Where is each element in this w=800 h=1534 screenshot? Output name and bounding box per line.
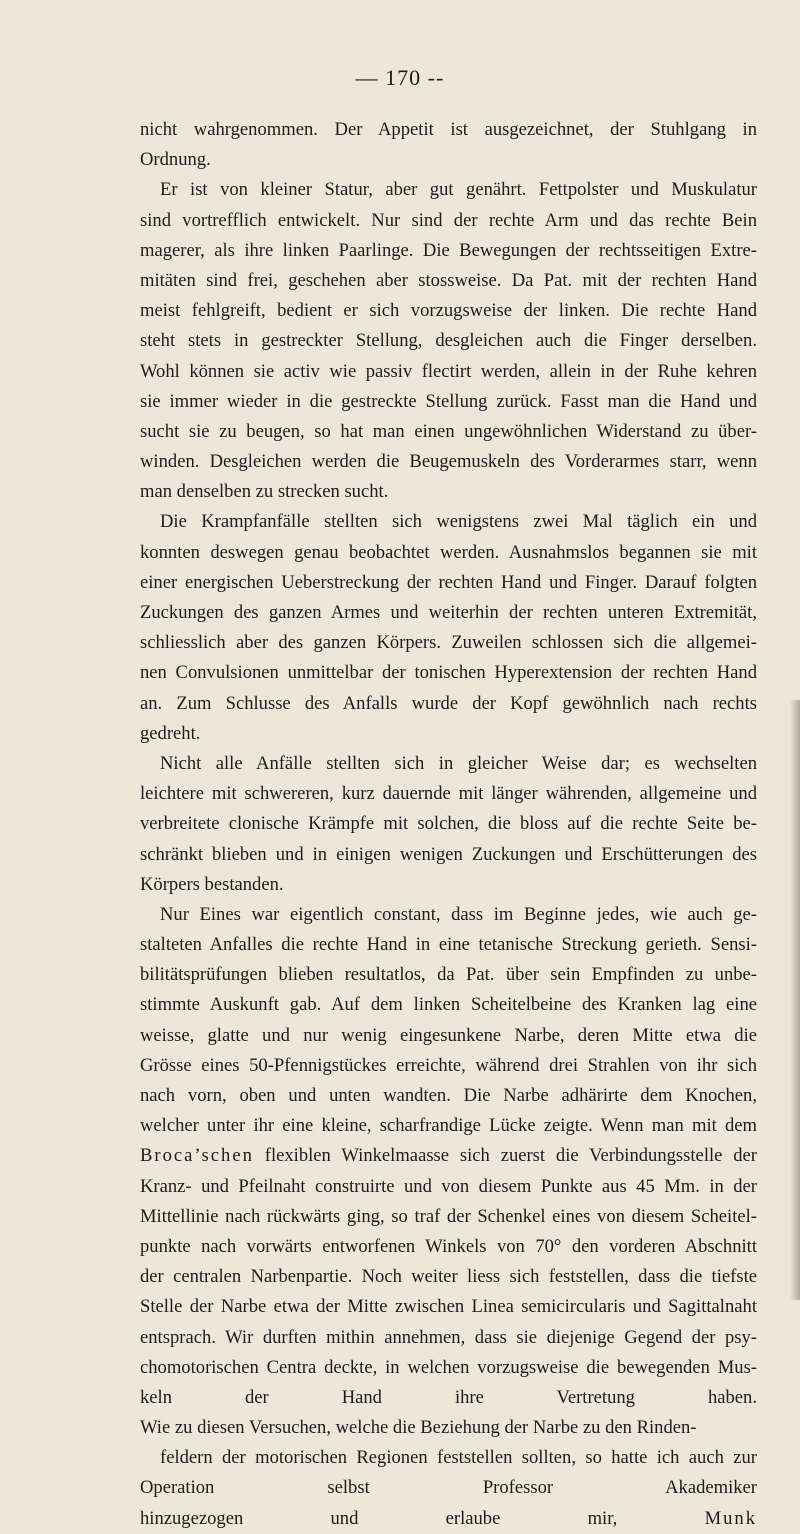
text-line: schliesslich aber des ganzen Körpers. Zuweilen schlossen sich die allgemei- (140, 632, 757, 654)
text-line: einer energischen Ueberstreckung der rechten Hand und Finger. Darauf folgten (140, 571, 757, 593)
text-line: Wie zu diesen Versuchen, welche die Beziehung der Narbe zu den Rinden- (140, 1417, 697, 1439)
text-line: Stelle der Narbe etwa der Mitte zwischen Linea semicircularis und Sagittalnaht (140, 1296, 757, 1318)
text-line: keln der Hand ihre Vertretung haben. (140, 1386, 757, 1408)
text-line: Kranz- und Pfeilnaht construirte und von diesem Punkte aus 45 Mm. in der (140, 1175, 757, 1197)
text-line: punkte nach vorwärts entworfenen Winkels von 70° den vorderen Abschnitt (140, 1235, 757, 1257)
text-line: bilitätsprüfungen blieben resultatlos, da Pat. über sein Empfinden zu unbe- (140, 964, 757, 986)
author-name-munk: Munk (704, 1507, 757, 1529)
text-line: Grösse eines 50-Pfennigstückes erreichte, während drei Strahlen von ihr sich (140, 1054, 757, 1076)
text-line: sind vortrefflich entwickelt. Nur sind der rechte Arm und das rechte Bein (140, 209, 757, 231)
text-line: Mittellinie nach rückwärts ging, so traf der Schenkel eines von diesem Scheitel- (140, 1205, 757, 1227)
text-line: winden. Desgleichen werden die Beugemuskeln des Vorderarmes starr, wenn (140, 451, 757, 473)
text-line: steht stets in gestreckter Stellung, desgleichen auch die Finger derselben. (140, 330, 757, 352)
text-line: Körpers bestanden. (140, 873, 284, 895)
text-line: Zuckungen des ganzen Armes und weiterhin der rechten unteren Extremität, (140, 602, 757, 623)
text-line: sie immer wieder in die gestreckte Stellung zurück. Fasst man die Hand und (140, 390, 757, 412)
text-line: meist fehlgreift, bedient er sich vorzugsweise der linken. Die rechte Hand (140, 300, 757, 322)
text-line (140, 1504, 757, 1534)
text-line: stimmte Auskunft gab. Auf dem linken Scheitelbeine des Kranken lag eine (140, 994, 757, 1016)
text-line: mitäten sind frei, geschehen aber stossweise. Da Pat. mit der rechten Hand (140, 269, 757, 291)
text-line (140, 1141, 757, 1171)
text-line-rest: flexiblen Winkelmaasse sich zuerst die Verbindungsstelle der (264, 1145, 757, 1167)
text-line: Er ist von kleiner Statur, aber gut genährt. Fettpolster und Muskulatur (160, 179, 757, 201)
text-line: weisse, glatte und nur wenig eingesunkene Narbe, deren Mitte etwa die (140, 1024, 757, 1046)
text-line: Operation selbst Professor Akademiker (140, 1477, 757, 1499)
text-line: sucht sie zu beugen, so hat man einen ungewöhnlichen Widerstand zu über- (140, 420, 757, 442)
text-line: stalteten Anfalles die rechte Hand in eine tetanische Streckung gerieth. Sensi- (140, 934, 757, 956)
text-line: feldern der motorischen Regionen feststellen sollten, so hatte ich auch zur (160, 1447, 757, 1469)
text-line: der centralen Narbenpartie. Noch weiter liess sich feststellen, dass die tiefste (140, 1266, 757, 1288)
text-line: entsprach. Wir durften mithin annehmen, dass sie diejenige Gegend der psy- (140, 1326, 757, 1348)
page-edge-shadow (790, 700, 800, 1300)
text-line: Die Krampfanfälle stellten sich wenigstens zwei Mal täglich ein und (160, 511, 757, 533)
author-name-broca: Broca’schen (140, 1145, 254, 1167)
text-line: nach vorn, oben und unten wandten. Die Narbe adhärirte dem Knochen, (140, 1085, 757, 1106)
text-line: man denselben zu strecken sucht. (140, 481, 389, 503)
body-text (140, 115, 757, 1534)
text-line: Nur Eines war eigentlich constant, dass im Beginne jedes, wie auch ge- (160, 903, 757, 925)
text-line: verbreitete clonische Krämpfe mit solchen, die bloss auf die rechte Seite be- (140, 813, 757, 835)
text-line-start: hinzugezogen und erlaube mir, (140, 1507, 618, 1529)
text-line: Nicht alle Anfälle stellten sich in gleicher Weise dar; es wechselten (160, 752, 757, 774)
text-line: welcher unter ihr eine kleine, scharfrandige Lücke zeigte. Wenn man mit dem (140, 1115, 757, 1137)
text-line: Wohl können sie activ wie passiv flectirt werden, allein in der Ruhe kehren (140, 360, 757, 382)
text-line: nicht wahrgenommen. Der Appetit ist ausgezeichnet, der Stuhlgang in (140, 119, 757, 140)
text-line: leichtere mit schwereren, kurz dauernde mit länger währenden, allgemeine und (140, 783, 757, 805)
text-line: an. Zum Schlusse des Anfalls wurde der Kopf gewöhnlich nach rechts (140, 692, 757, 714)
text-line: nen Convulsionen unmittelbar der tonischen Hyperextension der rechten Hand (140, 662, 757, 684)
text-line: schränkt blieben und in einigen wenigen Zuckungen und Erschütterungen des (140, 843, 757, 865)
page-number: — 170 -- (355, 65, 445, 90)
text-line: gedreht. (140, 722, 201, 744)
text-line: magerer, als ihre linken Paarlinge. Die Bewegungen der rechtsseitigen Extre- (140, 239, 757, 261)
text-line: Ordnung. (140, 149, 211, 171)
text-line: chomotorischen Centra deckte, in welchen vorzugsweise die bewegenden Mus- (140, 1356, 757, 1378)
text-line: konnten deswegen genau beobachtet werden. Ausnahmslos begannen sie mit (140, 541, 757, 563)
